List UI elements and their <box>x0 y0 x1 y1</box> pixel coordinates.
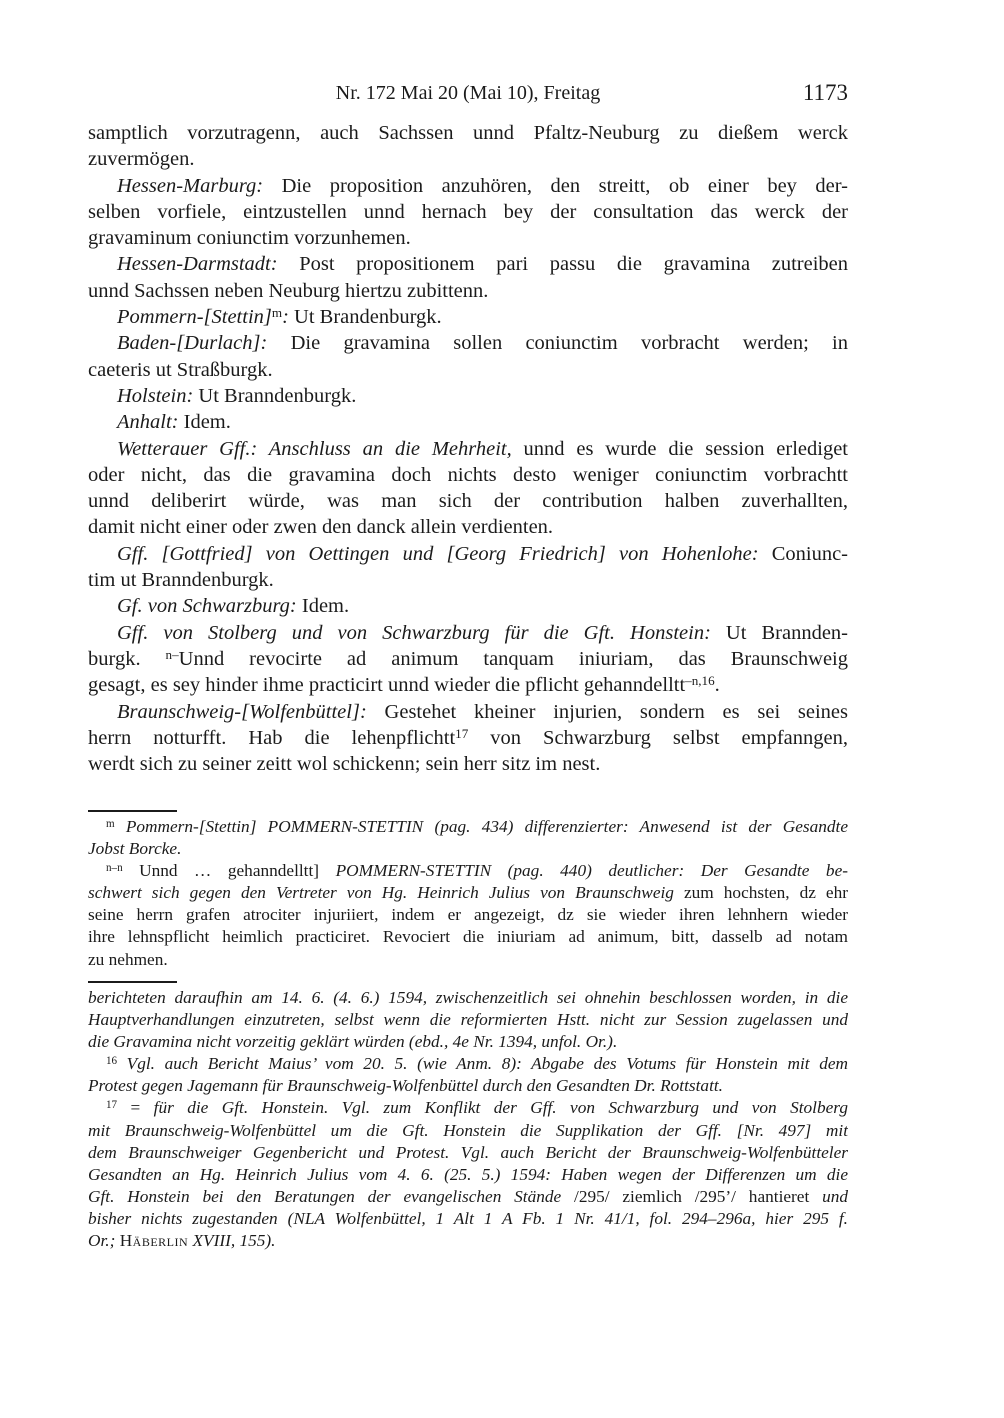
text-run: Ut Branndenburgk. <box>193 384 357 407</box>
text-line <box>88 409 848 435</box>
text-line <box>88 926 848 948</box>
text-run: . <box>714 674 720 697</box>
text-run: n– <box>165 646 179 662</box>
text-run: m <box>106 817 115 830</box>
text-run: damit nicht einer oder zwen den danck allein verdienten. <box>88 516 554 539</box>
text-line <box>88 838 848 860</box>
text-run: dem Braunschweiger Gegenbericht und Protest. Vgl. auch Bericht der Braunschweig-Wolfenbütteler <box>88 1142 848 1162</box>
text-run: Die proposition anzuhören, den streitt, ob einer bey der- <box>263 174 848 197</box>
text-run: Jobst Borcke. <box>88 839 182 859</box>
text-run: herrn notturfft. Hab die lehenpflichtt <box>88 726 456 749</box>
main-text <box>88 120 848 777</box>
page-number: 1173 <box>802 80 848 105</box>
text-run: die Gravamina nicht vorzeitig geklärt würden (ebd., 4e Nr. 1394, unfol. Or.). <box>88 1032 618 1052</box>
text-line <box>88 1164 848 1186</box>
text-line <box>88 199 848 225</box>
text-run: : <box>282 306 289 329</box>
text-line <box>88 1097 848 1119</box>
text-line <box>88 949 848 971</box>
text-run: POMMERN-STETTIN (pag. 440) deutlicher: Der Gesandte be- <box>335 861 848 881</box>
text-run: unnd es wurde die session erlediget <box>511 437 848 460</box>
text-run: 17 <box>455 725 469 741</box>
text-line <box>88 357 848 383</box>
text-line <box>88 462 848 488</box>
running-head: Nr. 172 Mai 20 (Mai 10), Freitag <box>335 82 601 104</box>
text-run: 16 <box>106 1054 118 1067</box>
text-run: Protest gegen Jagemann für Braunschweig-Wolfenbüttel durch den Gesandten Dr. Rottstatt. <box>88 1076 723 1096</box>
text-run: oder nicht, das die gravamina doch nichts desto weniger coniunctim vorbrachtt <box>88 463 848 486</box>
text-run: mit Braunschweig-Wolfenbüttel um die Gft. Honstein die Supplikation der Gff. [Nr. 497] mit <box>88 1120 848 1140</box>
text-run: Die gravamina sollen coniunctim vorbracht werden; in <box>267 332 848 355</box>
text-run: –n,16 <box>685 672 715 688</box>
text-run: Gft. Honstein bei den Beratungen der evangelischen Stände <box>88 1186 562 1206</box>
text-run: caeteris ut Straßburgk. <box>88 358 273 381</box>
text-line <box>88 278 848 304</box>
text-line <box>88 593 848 619</box>
text-line <box>88 541 848 567</box>
text-run: 17 <box>106 1099 118 1112</box>
text-run: bisher nichts zugestanden (NLA Wolfenbüttel, 1 Alt 1 A Fb. 1 Nr. 41/1, fol. 294–296a, hier 295 f. <box>88 1208 848 1228</box>
text-run: von Schwarzburg selbst empfanngen, <box>468 726 848 749</box>
text-line <box>88 304 848 330</box>
text-line <box>88 436 848 462</box>
text-run: unnd deliberirt würde, was man sich der contribution halben zuverhallten, <box>88 490 848 513</box>
text-line <box>88 225 848 251</box>
text-run: gravaminum coniunctim vorzunhemen. <box>88 227 411 250</box>
text-line <box>88 816 848 838</box>
critical-apparatus <box>88 816 848 971</box>
text-line <box>88 251 848 277</box>
text-run: tim ut Branndenburgk. <box>88 569 274 592</box>
text-line <box>88 1186 848 1208</box>
text-line <box>88 330 848 356</box>
text-run: Braunschweig-[Wolfenbüttel]: <box>117 700 367 723</box>
text-run: schwert sich gegen den Vertreter von Hg. Heinrich Julius von Braunschweig <box>88 883 674 903</box>
text-line <box>88 567 848 593</box>
text-run: Gff. [Gottfried] von Oettingen und [Georg Friedrich] von Hohenlohe: <box>117 542 759 565</box>
text-run: werdt sich zu seiner zeitt wol schickenn; sein herr sitz im nest. <box>88 753 601 776</box>
text-run: Ut Brannden- <box>710 621 848 644</box>
text-run: samptlich vorzutragenn, auch Sachssen unnd Pfaltz-Neuburg zu dießem werck <box>88 122 848 144</box>
text-line <box>88 882 848 904</box>
text-run: n–n <box>106 861 123 874</box>
text-run: zum hochsten, dz ehr <box>673 883 848 903</box>
text-run: seine herrn grafen atrociter injuriiert, indem er angezeigt, dz sie wieder ihren lehnhern wieder <box>88 905 848 925</box>
footnotes <box>88 987 848 1252</box>
text-line <box>88 1031 848 1053</box>
text-run: /295/ ziemlich /295’/ hantieret <box>561 1186 823 1206</box>
text-run: Gf. von Schwarzburg: <box>117 595 297 618</box>
text-line <box>88 514 848 540</box>
text-run: Unnd revocirte ad animum tanquam iniuriam, das Braunschweig <box>178 647 848 670</box>
text-run: Häberlin <box>119 1231 189 1251</box>
text-run: Coniunc- <box>758 542 848 565</box>
text-run: selben vorfiele, eintzustellen unnd hernach bey der consultation das werck der <box>88 200 848 223</box>
text-run: zu nehmen. <box>88 949 168 969</box>
text-run: = <box>117 1098 154 1118</box>
text-line <box>88 1053 848 1075</box>
text-run: Anhalt: <box>117 411 179 434</box>
text-line <box>88 146 848 172</box>
text-run <box>117 1054 127 1073</box>
text-run: Post propositionem pari passu die gravamina zutreiben <box>277 253 848 276</box>
text-run: XVIII, 155). <box>188 1231 276 1251</box>
text-run: zuvermögen. <box>88 148 195 171</box>
text-run: m <box>271 304 283 320</box>
text-run: gesagt, es sey hinder ihme practicirt unnd wieder die pflicht gehanndelltt <box>88 674 686 697</box>
text-run: burgk. <box>88 647 166 670</box>
text-run: Holstein: <box>117 384 194 407</box>
footnote-separator-rule <box>88 981 177 983</box>
text-run: Gestehet kheiner injurien, sondern es sei seines <box>366 700 848 723</box>
text-line <box>88 620 848 646</box>
text-run: Hessen-Marburg: <box>117 174 264 197</box>
text-line <box>88 1142 848 1164</box>
text-run: unnd Sachssen neben Neuburg hiertzu zubittenn. <box>88 279 489 302</box>
text-run: Pommern-[Stettin] <box>117 306 272 329</box>
text-line <box>88 173 848 199</box>
text-run: Idem. <box>296 595 350 618</box>
text-run: berichteten daraufhin am 14. 6. (4. 6.) 1594, zwischenzeitlich sei ohnehin beschlossen worden, in die <box>88 988 848 1007</box>
text-line <box>88 383 848 409</box>
text-line <box>88 488 848 514</box>
text-line <box>88 987 848 1009</box>
text-run: Hessen-Darmstadt: <box>117 253 278 276</box>
text-line <box>88 751 848 777</box>
text-line <box>88 904 848 926</box>
text-line <box>88 646 848 672</box>
text-run: Unnd … gehanndelltt] <box>122 861 336 881</box>
apparatus-separator-rule <box>88 810 177 812</box>
text-line <box>88 1075 848 1097</box>
text-line <box>88 1120 848 1142</box>
text-run: ihre lehnspflicht heimlich practiciret. Revociert die iniuriam ad animum, bitt, dasselb ad notam <box>88 927 848 947</box>
text-run: Gesandten an Hg. Heinrich Julius vom 4. 6. (25. 5.) 1594: Haben wegen der Differenzen um die <box>88 1164 848 1184</box>
text-run: Hauptverhandlungen einzutreten, selbst wenn die reformierten Hstt. nicht zur Session zugelassen und <box>88 1010 848 1030</box>
text-run: Wetterauer Gff.: Anschluss an die Mehrheit, <box>117 437 512 460</box>
text-line <box>88 672 848 698</box>
page-header <box>88 82 848 108</box>
text-line <box>88 699 848 725</box>
text-run: Baden-[Durlach]: <box>117 332 268 355</box>
text-line <box>88 1009 848 1031</box>
text-run: Pommern-[Stettin] POMMERN-STETTIN (pag. 434) differenzierter: Anwesend ist der Gesandte <box>125 817 848 836</box>
text-run: Gff. von Stolberg und von Schwarzburg für die Gft. Honstein: <box>117 621 711 644</box>
text-line <box>88 725 848 751</box>
text-run: Or.; <box>88 1231 120 1251</box>
text-line <box>88 1230 848 1252</box>
text-line <box>88 860 848 882</box>
text-run: Ut Brandenburgk. <box>288 306 442 329</box>
text-run: Vgl. auch Bericht Maius’ vom 20. 5. (wie Anm. 8): Abgabe des Votums für Honstein mit dem <box>126 1054 848 1074</box>
text-line <box>88 1208 848 1230</box>
text-line <box>88 120 848 146</box>
text-run: Idem. <box>178 411 231 434</box>
text-run: für die Gft. Honstein. Vgl. zum Konflikt der Gff. von Schwarzburg und von Stolberg <box>153 1098 848 1118</box>
text-run <box>115 817 126 836</box>
text-run: und <box>822 1186 848 1206</box>
